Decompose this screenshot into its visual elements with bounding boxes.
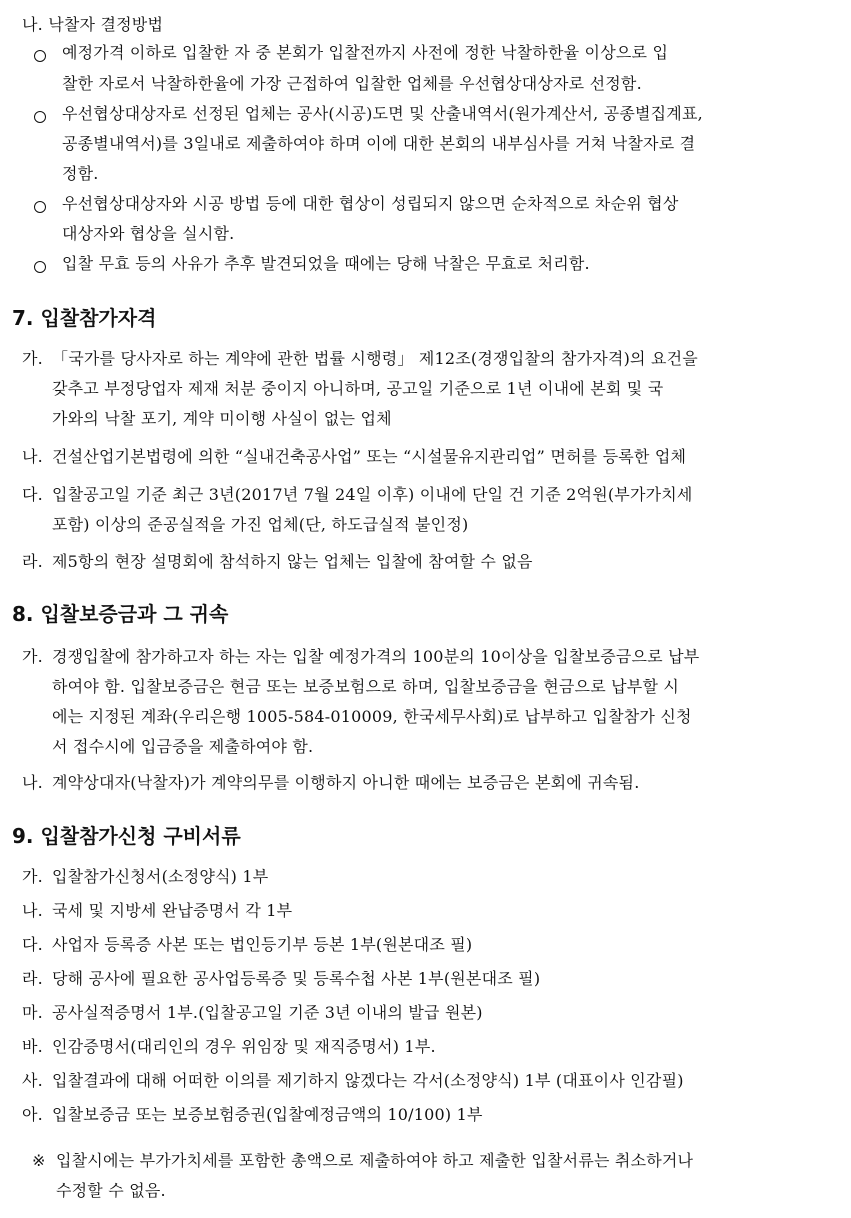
item-marker: 나. — [22, 773, 43, 792]
item-marker: 라. — [22, 969, 43, 988]
bullet-line: 입찰 무효 등의 사유가 추후 발견되었을 때에는 당해 낙찰은 무효로 처리함. — [62, 254, 590, 273]
item-line: 건설산업기본법령에 의한 “실내건축공사업” 또는 “시설물유지관리업” 면허를 등록한 업체 — [52, 447, 687, 466]
item-line: 서 접수시에 입금증을 제출하여야 함. — [52, 737, 314, 756]
item-line: 「국가를 당사자로 하는 계약에 관한 법률 시행령」 제12조(경쟁입찰의 참가자격)의 요건을 — [52, 349, 698, 368]
bullet-circle-icon — [34, 256, 46, 278]
bullet-line: 찰한 자로서 낙찰하한율에 가장 근접하여 입찰한 업체를 우선협상대상자로 선정함. — [62, 74, 642, 93]
item-marker: 라. — [22, 552, 43, 571]
item-line: 계약상대자(낙찰자)가 계약의무를 이행하지 아니한 때에는 보증금은 본회에 귀속됨. — [52, 773, 640, 792]
item-line: 입찰공고일 기준 최근 3년(2017년 7월 24일 이후) 이내에 단일 건 기준 2억원(부가가치세 — [52, 485, 693, 504]
item-line: 포함) 이상의 준공실적을 가진 업체(단, 하도급실적 불인정) — [52, 515, 469, 534]
bullet-circle-icon — [34, 106, 46, 128]
note-line: 수정할 수 없음. — [56, 1181, 166, 1200]
item-marker: 다. — [22, 485, 43, 504]
item-marker: 나. — [22, 901, 43, 920]
item-line: 인감증명서(대리인의 경우 위임장 및 재직증명서) 1부. — [52, 1037, 436, 1056]
section-heading: 7. 입찰참가자격 — [12, 306, 157, 330]
note-mark: ※ — [32, 1151, 46, 1170]
item-marker: 나. — [22, 447, 43, 466]
item-marker: 아. — [22, 1105, 43, 1124]
bullet-line: 대상자와 협상을 실시함. — [62, 224, 235, 243]
section-heading: 9. 입찰참가신청 구비서류 — [12, 824, 241, 848]
item-line: 공사실적증명서 1부.(입찰공고일 기준 3년 이내의 발급 원본) — [52, 1003, 483, 1022]
item-line: 제5항의 현장 설명회에 참석하지 않는 업체는 입찰에 참여할 수 없음 — [52, 552, 533, 571]
item-marker: 마. — [22, 1003, 43, 1022]
item-marker: 사. — [22, 1071, 43, 1090]
item-line: 당해 공사에 필요한 공사업등록증 및 등록수첩 사본 1부(원본대조 필) — [52, 969, 541, 988]
item-line: 사업자 등록증 사본 또는 법인등기부 등본 1부(원본대조 필) — [52, 935, 473, 954]
bullet-line: 예정가격 이하로 입찰한 자 중 본회가 입찰전까지 사전에 정한 낙찰하한율 이상으로 입 — [62, 43, 669, 62]
item-line: 에는 지정된 계좌(우리은행 1005-584-010009, 한국세무사회)로 납부하고 입찰참가 신청 — [52, 707, 692, 726]
item-marker: 가. — [22, 349, 43, 368]
bullet-line: 우선협상대상자와 시공 방법 등에 대한 협상이 성립되지 않으면 순차적으로 차순위 협상 — [62, 194, 679, 213]
item-line: 입찰결과에 대해 어떠한 이의를 제기하지 않겠다는 각서(소정양식) 1부 (대표이사 인감필) — [52, 1071, 684, 1090]
bullet-line: 공종별내역서)를 3일내로 제출하여야 하며 이에 대한 본회의 내부심사를 거쳐 낙찰자로 결 — [62, 134, 696, 153]
item-marker: 가. — [22, 867, 43, 886]
item-marker: 가. — [22, 647, 43, 666]
item-line: 가와의 낙찰 포기, 계약 미이행 사실이 없는 업체 — [52, 409, 392, 428]
item-line: 입찰참가신청서(소정양식) 1부 — [52, 867, 269, 886]
item-marker: 다. — [22, 935, 43, 954]
item-line: 하여야 함. 입찰보증금은 현금 또는 보증보험으로 하며, 입찰보증금을 현금으로 납부할 시 — [52, 677, 680, 696]
item-line: 입찰보증금 또는 보증보험증권(입찰예정금액의 10/100) 1부 — [52, 1105, 483, 1124]
item-line: 경쟁입찰에 참가하고자 하는 자는 입찰 예정가격의 100분의 10이상을 입찰보증금으로 납부 — [52, 647, 700, 666]
item-marker: 바. — [22, 1037, 43, 1056]
note-line: 입찰시에는 부가가치세를 포함한 총액으로 제출하여야 하고 제출한 입찰서류는 취소하거나 — [56, 1151, 694, 1170]
bullet-circle-icon — [34, 196, 46, 218]
bullet-circle-icon — [34, 45, 46, 67]
item-line: 국세 및 지방세 완납증명서 각 1부 — [52, 901, 293, 920]
subsection-title: 나. 낙찰자 결정방법 — [22, 15, 164, 34]
bullet-line: 정함. — [62, 164, 99, 183]
bullet-line: 우선협상대상자로 선정된 업체는 공사(시공)도면 및 산출내역서(원가계산서, 공종별집계표, — [62, 104, 703, 123]
item-line: 갖추고 부정당업자 제재 처분 중이지 아니하며, 공고일 기준으로 1년 이내에 본회 및 국 — [52, 379, 664, 398]
section-heading: 8. 입찰보증금과 그 귀속 — [12, 602, 229, 626]
